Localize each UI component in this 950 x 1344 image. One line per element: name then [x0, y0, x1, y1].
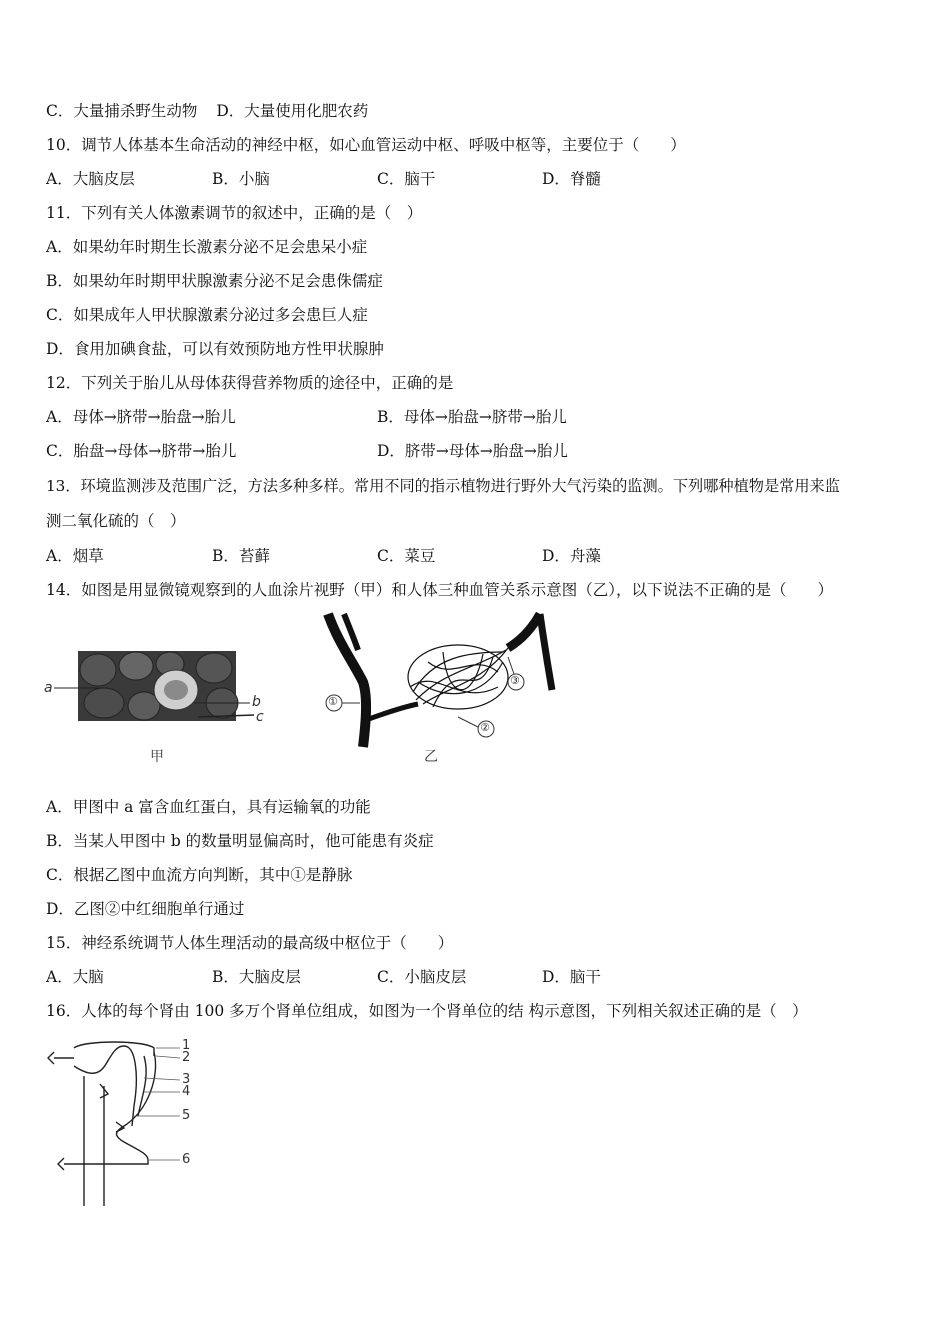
q12-option-d: D．脐带→母体→胎盘→胎儿: [377, 442, 568, 460]
q14-figure-jia: [44, 648, 274, 728]
q11-option-c: C．如果成年人甲状腺激素分泌过多会患巨人症: [46, 306, 368, 324]
q14-figure-yi: [308, 612, 558, 752]
q13-option-a: A．烟草: [46, 547, 104, 565]
q10-option-b: B．小脑: [212, 170, 270, 188]
q12-options-row1: [46, 407, 926, 427]
q16-nephron-figure: [44, 1036, 204, 1208]
flow-arrow-out: [58, 1158, 64, 1170]
nephron-label-3: 3: [182, 1072, 191, 1087]
nephron-label-6: 6: [182, 1152, 191, 1167]
q16-stem: 16．人体的每个肾由 100 多万个肾单位组成，如图为一个肾单位的结 构示意图，下列相关叙述正确的是（ ）: [46, 1002, 808, 1020]
q11-option-a: A．如果幼年时期生长激素分泌不足会患呆小症: [46, 238, 368, 256]
q15-options: [46, 967, 926, 987]
q15-option-b: B．大脑皮层: [212, 968, 301, 986]
vessel-label-1: ①: [328, 695, 338, 708]
q12-option-b: B．母体→胎盘→脐带→胎儿: [377, 408, 567, 426]
flow-arrow-in: [48, 1052, 54, 1064]
q13-stem-line2: 测二氧化硫的（ ）: [46, 512, 186, 530]
nephron-label-1: 1: [182, 1038, 191, 1053]
label-a: a: [44, 680, 53, 696]
caption-jia: 甲: [150, 749, 164, 765]
q12-option-c: C．胎盘→母体→脐带→胎儿: [46, 442, 237, 460]
q14-option-c: C．根据乙图中血流方向判断，其中①是静脉: [46, 866, 353, 884]
vessel-arteriole: [366, 704, 418, 720]
q14-stem: 14．如图是用显微镜观察到的人血涂片视野（甲）和人体三种血管关系示意图（乙），以下说法不正确的是（ ）: [46, 581, 833, 599]
q9-options-line: [46, 101, 368, 121]
q13-option-b: B．苔藓: [212, 547, 270, 565]
q13-option-c: C．菜豆: [377, 547, 436, 565]
caption-yi: 乙: [424, 749, 438, 765]
leader-3: [144, 1078, 180, 1080]
q10-options: [46, 169, 926, 189]
marker-2-line: [458, 717, 478, 727]
q12-options-row2: [46, 441, 926, 461]
q9-option-d: D．大量使用化肥农药: [216, 102, 369, 120]
q14-option-a: A．甲图中 a 富含血红蛋白，具有运输氧的功能: [46, 798, 371, 816]
red-blood-cell: [196, 653, 232, 683]
q13-option-d: D．舟藻: [542, 547, 601, 565]
q15-stem: 15．神经系统调节人体生理活动的最高级中枢位于（ ）: [46, 934, 454, 952]
vessel-vein-branch: [540, 614, 552, 690]
q12-option-a: A．母体→脐带→胎盘→胎儿: [46, 408, 236, 426]
q14-option-d: D．乙图②中红细胞单行通过: [46, 900, 245, 918]
q13-options: [46, 546, 926, 566]
q13-stem-line1: 13．环境监测涉及范围广泛，方法多种多样。常用不同的指示植物进行野外大气污染的监测。下列哪种植物是常用来监: [46, 477, 840, 495]
label-b: b: [252, 694, 261, 710]
q15-option-a: A．大脑: [46, 968, 104, 986]
q10-option-d: D．脊髓: [542, 170, 601, 188]
q10-stem: 10．调节人体基本生命活动的神经中枢，如心血管运动中枢、呼吸中枢等，主要位于（ ）: [46, 136, 686, 154]
blood-smear-diagram: [44, 648, 274, 728]
vessel-label-2: ②: [480, 721, 490, 734]
q15-option-d: D．脑干: [542, 968, 601, 986]
nephron-diagram: [44, 1036, 204, 1208]
q9-option-c: C．大量捕杀野生动物: [46, 102, 198, 120]
vessel-label-3: ③: [510, 674, 520, 687]
red-blood-cell: [119, 652, 153, 680]
q11-stem: 11．下列有关人体激素调节的叙述中，正确的是（ ）: [46, 204, 423, 222]
label-c: c: [256, 709, 264, 725]
white-blood-cell-nucleus: [164, 680, 188, 700]
vessel-artery-trunk: [328, 614, 366, 747]
glomerulus-capsule-top: [74, 1042, 154, 1056]
red-blood-cell: [84, 688, 124, 718]
nephron-label-2: 2: [182, 1050, 191, 1065]
marker-3-line: [508, 657, 514, 674]
capillary-network: [408, 645, 508, 709]
small-arrow-2: [116, 1122, 124, 1132]
q15-option-c: C．小脑皮层: [377, 968, 467, 986]
vessel-vein: [508, 614, 540, 648]
nephron-label-4: 4: [182, 1084, 191, 1099]
q11-option-b: B．如果幼年时期甲状腺激素分泌不足会患侏儒症: [46, 272, 383, 290]
q10-option-a: A．大脑皮层: [46, 170, 135, 188]
nephron-label-5: 5: [182, 1108, 191, 1123]
q10-option-c: C．脑干: [377, 170, 436, 188]
q11-option-d: D．食用加碘食盐，可以有效预防地方性甲状腺肿: [46, 340, 384, 358]
loop-outer: [138, 1056, 146, 1116]
q14-option-b: B．当某人甲图中 b 的数量明显偏高时，他可能患有炎症: [46, 832, 434, 850]
leader-2: [156, 1056, 180, 1058]
q12-stem: 12．下列关于胎儿从母体获得营养物质的途径中，正确的是: [46, 374, 454, 392]
red-blood-cell: [80, 654, 116, 686]
blood-vessel-diagram: [308, 612, 558, 752]
